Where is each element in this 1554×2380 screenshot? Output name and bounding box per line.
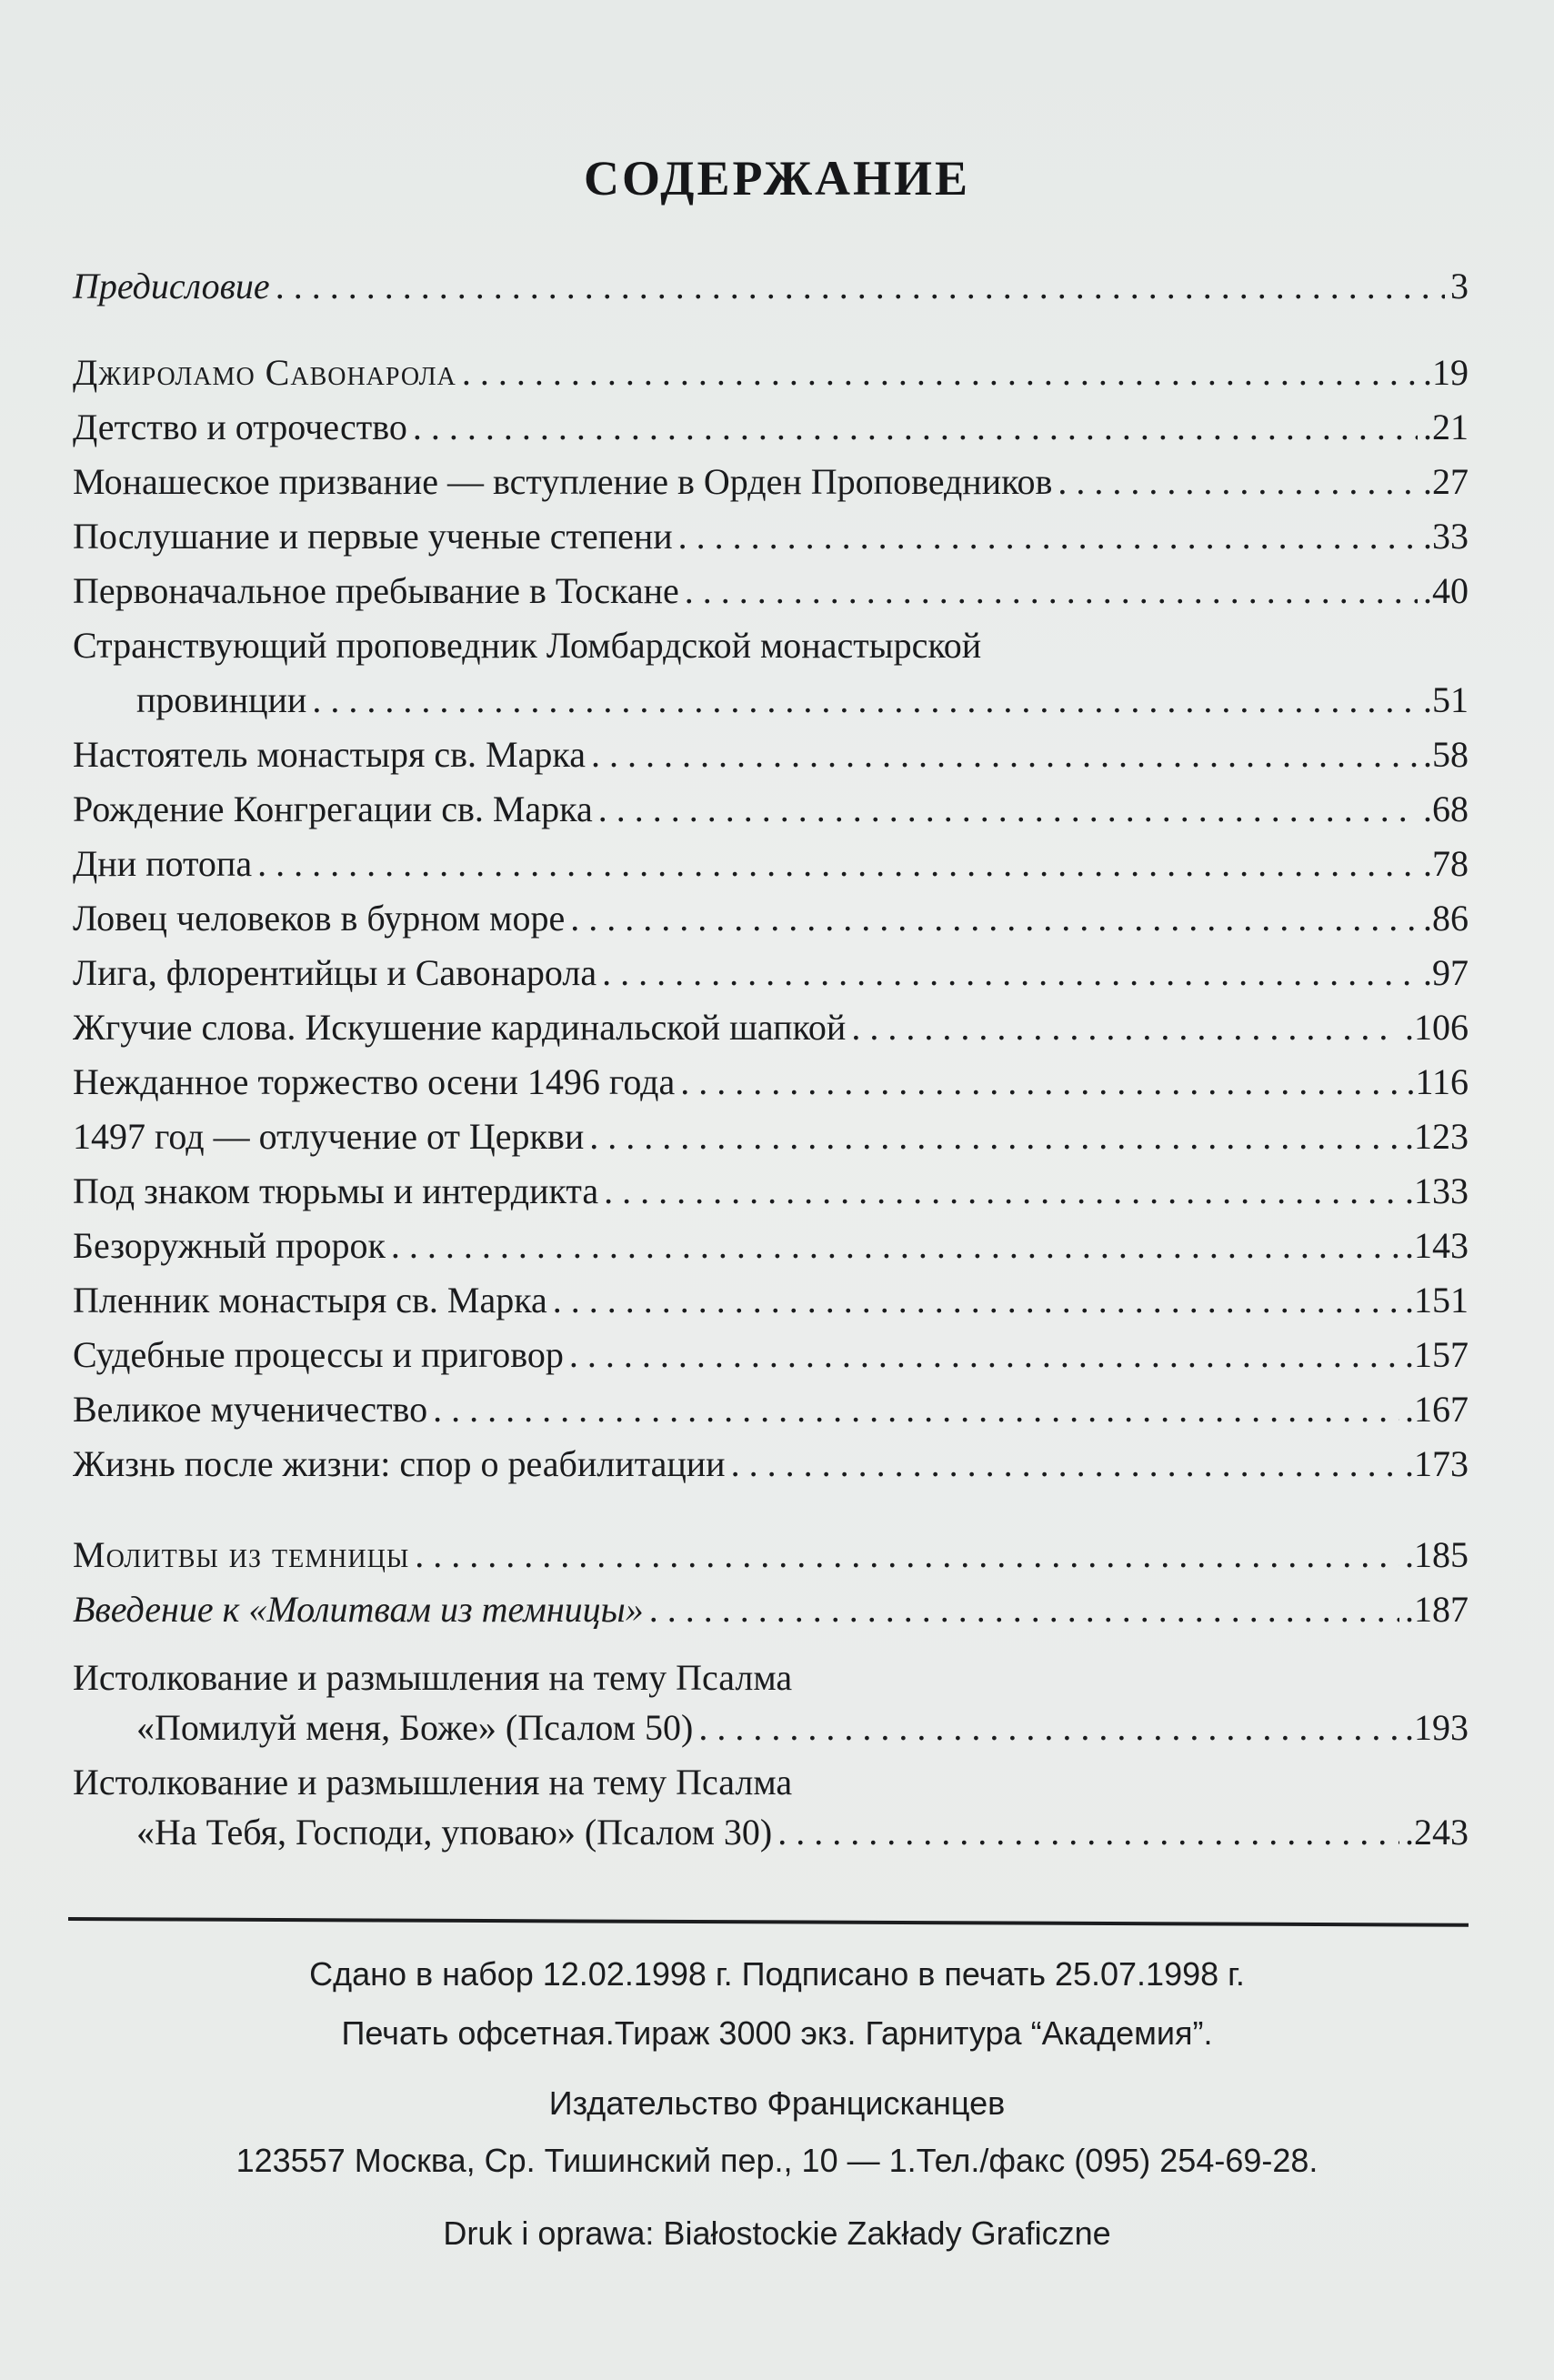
leader-dots <box>731 1437 1399 1491</box>
toc-page-number: .58 <box>1423 734 1469 775</box>
toc-page-number: .193 <box>1405 1707 1469 1748</box>
leader-dots <box>851 1000 1399 1055</box>
toc-entry-label: Настоятель монастыря св. Марка <box>73 734 586 775</box>
toc-entry <box>73 946 1469 1000</box>
printer-credit: Druk i oprawa: Białostockie Zakłady Graficzne <box>443 2214 1111 2252</box>
toc-entry <box>73 1164 1469 1219</box>
leader-dots <box>678 509 1418 564</box>
toc-page-number: .68 <box>1423 788 1469 829</box>
toc-page-number: .133 <box>1405 1170 1469 1211</box>
leader-dots <box>312 673 1418 728</box>
toc-entry-label: Нежданное торжество осени 1496 года <box>73 1061 676 1102</box>
leader-dots <box>391 1219 1399 1273</box>
toc-entry <box>73 891 1469 946</box>
toc-entry-label: провинции <box>136 679 307 720</box>
toc-section-heading <box>73 346 1469 400</box>
toc-entry-label: Пленник монастыря св. Марка <box>73 1280 547 1321</box>
toc-entry <box>73 455 1469 509</box>
toc-page-number: .106 <box>1405 1007 1469 1048</box>
toc-entry-label: Послушание и первые ученые степени <box>73 516 673 557</box>
toc-entry-label: Жизнь после жизни: спор о реабилитации <box>73 1443 726 1484</box>
leader-dots <box>413 400 1418 455</box>
toc-page-number: .40 <box>1423 570 1469 611</box>
toc-page-number: .173 <box>1405 1443 1469 1484</box>
toc-page-number: .78 <box>1423 843 1469 884</box>
toc-entry-label: Введение к «Молитвам из темницы» <box>73 1589 644 1630</box>
leader-dots <box>777 1805 1399 1860</box>
leader-dots <box>276 259 1445 314</box>
colophon-line: Печать офсетная.Тираж 3000 экз. Гарнитура “Академия”. <box>341 2014 1213 2052</box>
toc-entry-label: Великое мученичество <box>73 1389 428 1430</box>
toc-page-number: .27 <box>1423 461 1469 502</box>
toc-entry-label: Детство и отрочество <box>73 407 407 447</box>
leader-dots <box>257 837 1418 891</box>
toc-page-number: .123 <box>1405 1116 1469 1157</box>
toc-entry-continued <box>73 1805 1469 1860</box>
toc-page-number: .21 <box>1423 407 1469 447</box>
toc-entry-label-line1: Истолкование и размышления на тему Псалма <box>73 1762 793 1803</box>
leader-dots <box>604 1164 1399 1219</box>
toc-entry <box>73 1219 1469 1273</box>
toc-section-heading <box>73 1528 1469 1582</box>
leader-dots <box>602 946 1418 1000</box>
toc-entry <box>73 1755 1469 1810</box>
toc-entry-label: Жгучие слова. Искушение кардинальской шапкой <box>73 1007 847 1048</box>
toc-entry <box>73 728 1469 782</box>
toc-entry <box>73 1382 1469 1437</box>
toc-page-number: .86 <box>1423 898 1469 939</box>
toc-entry <box>73 1328 1469 1382</box>
divider-rule <box>68 1917 1469 1927</box>
toc-page-number: .185 <box>1405 1534 1469 1575</box>
toc-page-number: .19 <box>1423 352 1469 393</box>
toc-entry <box>73 618 1469 673</box>
toc-entry <box>73 782 1469 837</box>
toc-entry-label-line1: Странствующий проповедник Ломбардской монастырской <box>73 625 982 666</box>
page-title: СОДЕРЖАНИЕ <box>584 151 970 206</box>
leader-dots <box>570 891 1418 946</box>
leader-dots <box>1058 455 1418 509</box>
toc-page-number: .97 <box>1423 952 1469 993</box>
toc-entry-label: Судебные процессы и приговор <box>73 1334 564 1375</box>
toc-page-number: .143 <box>1405 1225 1469 1266</box>
toc-entry <box>73 1000 1469 1055</box>
toc-entry <box>73 1110 1469 1164</box>
leader-dots <box>415 1528 1399 1582</box>
toc-entry-continued <box>73 1701 1469 1755</box>
leader-dots <box>698 1701 1399 1755</box>
toc-section-label: Молитвы из темницы <box>73 1534 410 1575</box>
toc-entry-label: 1497 год — отлучение от Церкви <box>73 1116 585 1157</box>
toc-page-number: .187 <box>1405 1589 1469 1630</box>
toc-page-number: .116 <box>1406 1061 1469 1102</box>
leader-dots <box>553 1273 1399 1328</box>
leader-dots <box>685 564 1418 618</box>
toc-entry-label: Лига, флорентийцы и Савонарола <box>73 952 597 993</box>
toc-entry <box>73 1273 1469 1328</box>
toc-page-number: .243 <box>1405 1812 1469 1853</box>
toc-entry-label: Первоначальное пребывание в Тоскане <box>73 570 679 611</box>
leader-dots <box>589 1110 1399 1164</box>
toc-entry-label: Монашеское призвание — вступление в Орден Проповедников <box>73 461 1053 502</box>
leader-dots <box>680 1055 1400 1110</box>
toc-page-number: .151 <box>1405 1280 1469 1321</box>
leader-dots <box>591 728 1418 782</box>
toc-entry-label-line1: Истолкование и размышления на тему Псалма <box>73 1657 793 1698</box>
toc-page-number: 3 <box>1450 266 1469 306</box>
toc-entry-intro <box>73 1582 1469 1637</box>
toc-entry <box>73 837 1469 891</box>
toc-page-number: .167 <box>1405 1389 1469 1430</box>
toc-entry-label: «На Тебя, Господи, уповаю» (Псалом 30) <box>136 1812 773 1853</box>
leader-dots <box>649 1582 1399 1637</box>
toc-page-number: .51 <box>1423 679 1469 720</box>
leader-dots <box>462 346 1418 400</box>
toc-page-number: .33 <box>1423 516 1469 557</box>
toc-section-label: Джироламо Савонарола <box>73 352 456 393</box>
toc-entry-label: Безоружный пророк <box>73 1225 386 1266</box>
toc-page-number: .157 <box>1405 1334 1469 1375</box>
toc-entry <box>73 1055 1469 1110</box>
toc-entry-label: Дни потопа <box>73 843 253 884</box>
toc-entry-label: Рождение Конгрегации св. Марка <box>73 788 593 829</box>
toc-entry-label: Под знаком тюрьмы и интердикта <box>73 1170 599 1211</box>
toc-entry <box>73 1651 1469 1705</box>
toc-entry-label: Предисловие <box>73 266 270 306</box>
toc-entry-label: «Помилуй меня, Боже» (Псалом 50) <box>136 1707 694 1748</box>
toc-entry <box>73 509 1469 564</box>
toc-entry-continued <box>73 673 1469 728</box>
publisher-name: Издательство Францисканцев <box>548 2084 1006 2122</box>
leader-dots <box>598 782 1418 837</box>
leader-dots <box>433 1382 1399 1437</box>
toc-entry-preface <box>73 259 1469 314</box>
toc-entry-label: Ловец человеков в бурном море <box>73 898 566 939</box>
leader-dots <box>569 1328 1399 1382</box>
toc-entry <box>73 1437 1469 1491</box>
toc-entry <box>73 564 1469 618</box>
toc-entry <box>73 400 1469 455</box>
colophon-line: Сдано в набор 12.02.1998 г. Подписано в печать 25.07.1998 г. <box>309 1955 1245 1993</box>
publisher-address: 123557 Москва, Ср. Тишинский пер., 10 — 1.Тел./факс (095) 254-69-28. <box>236 2142 1318 2179</box>
